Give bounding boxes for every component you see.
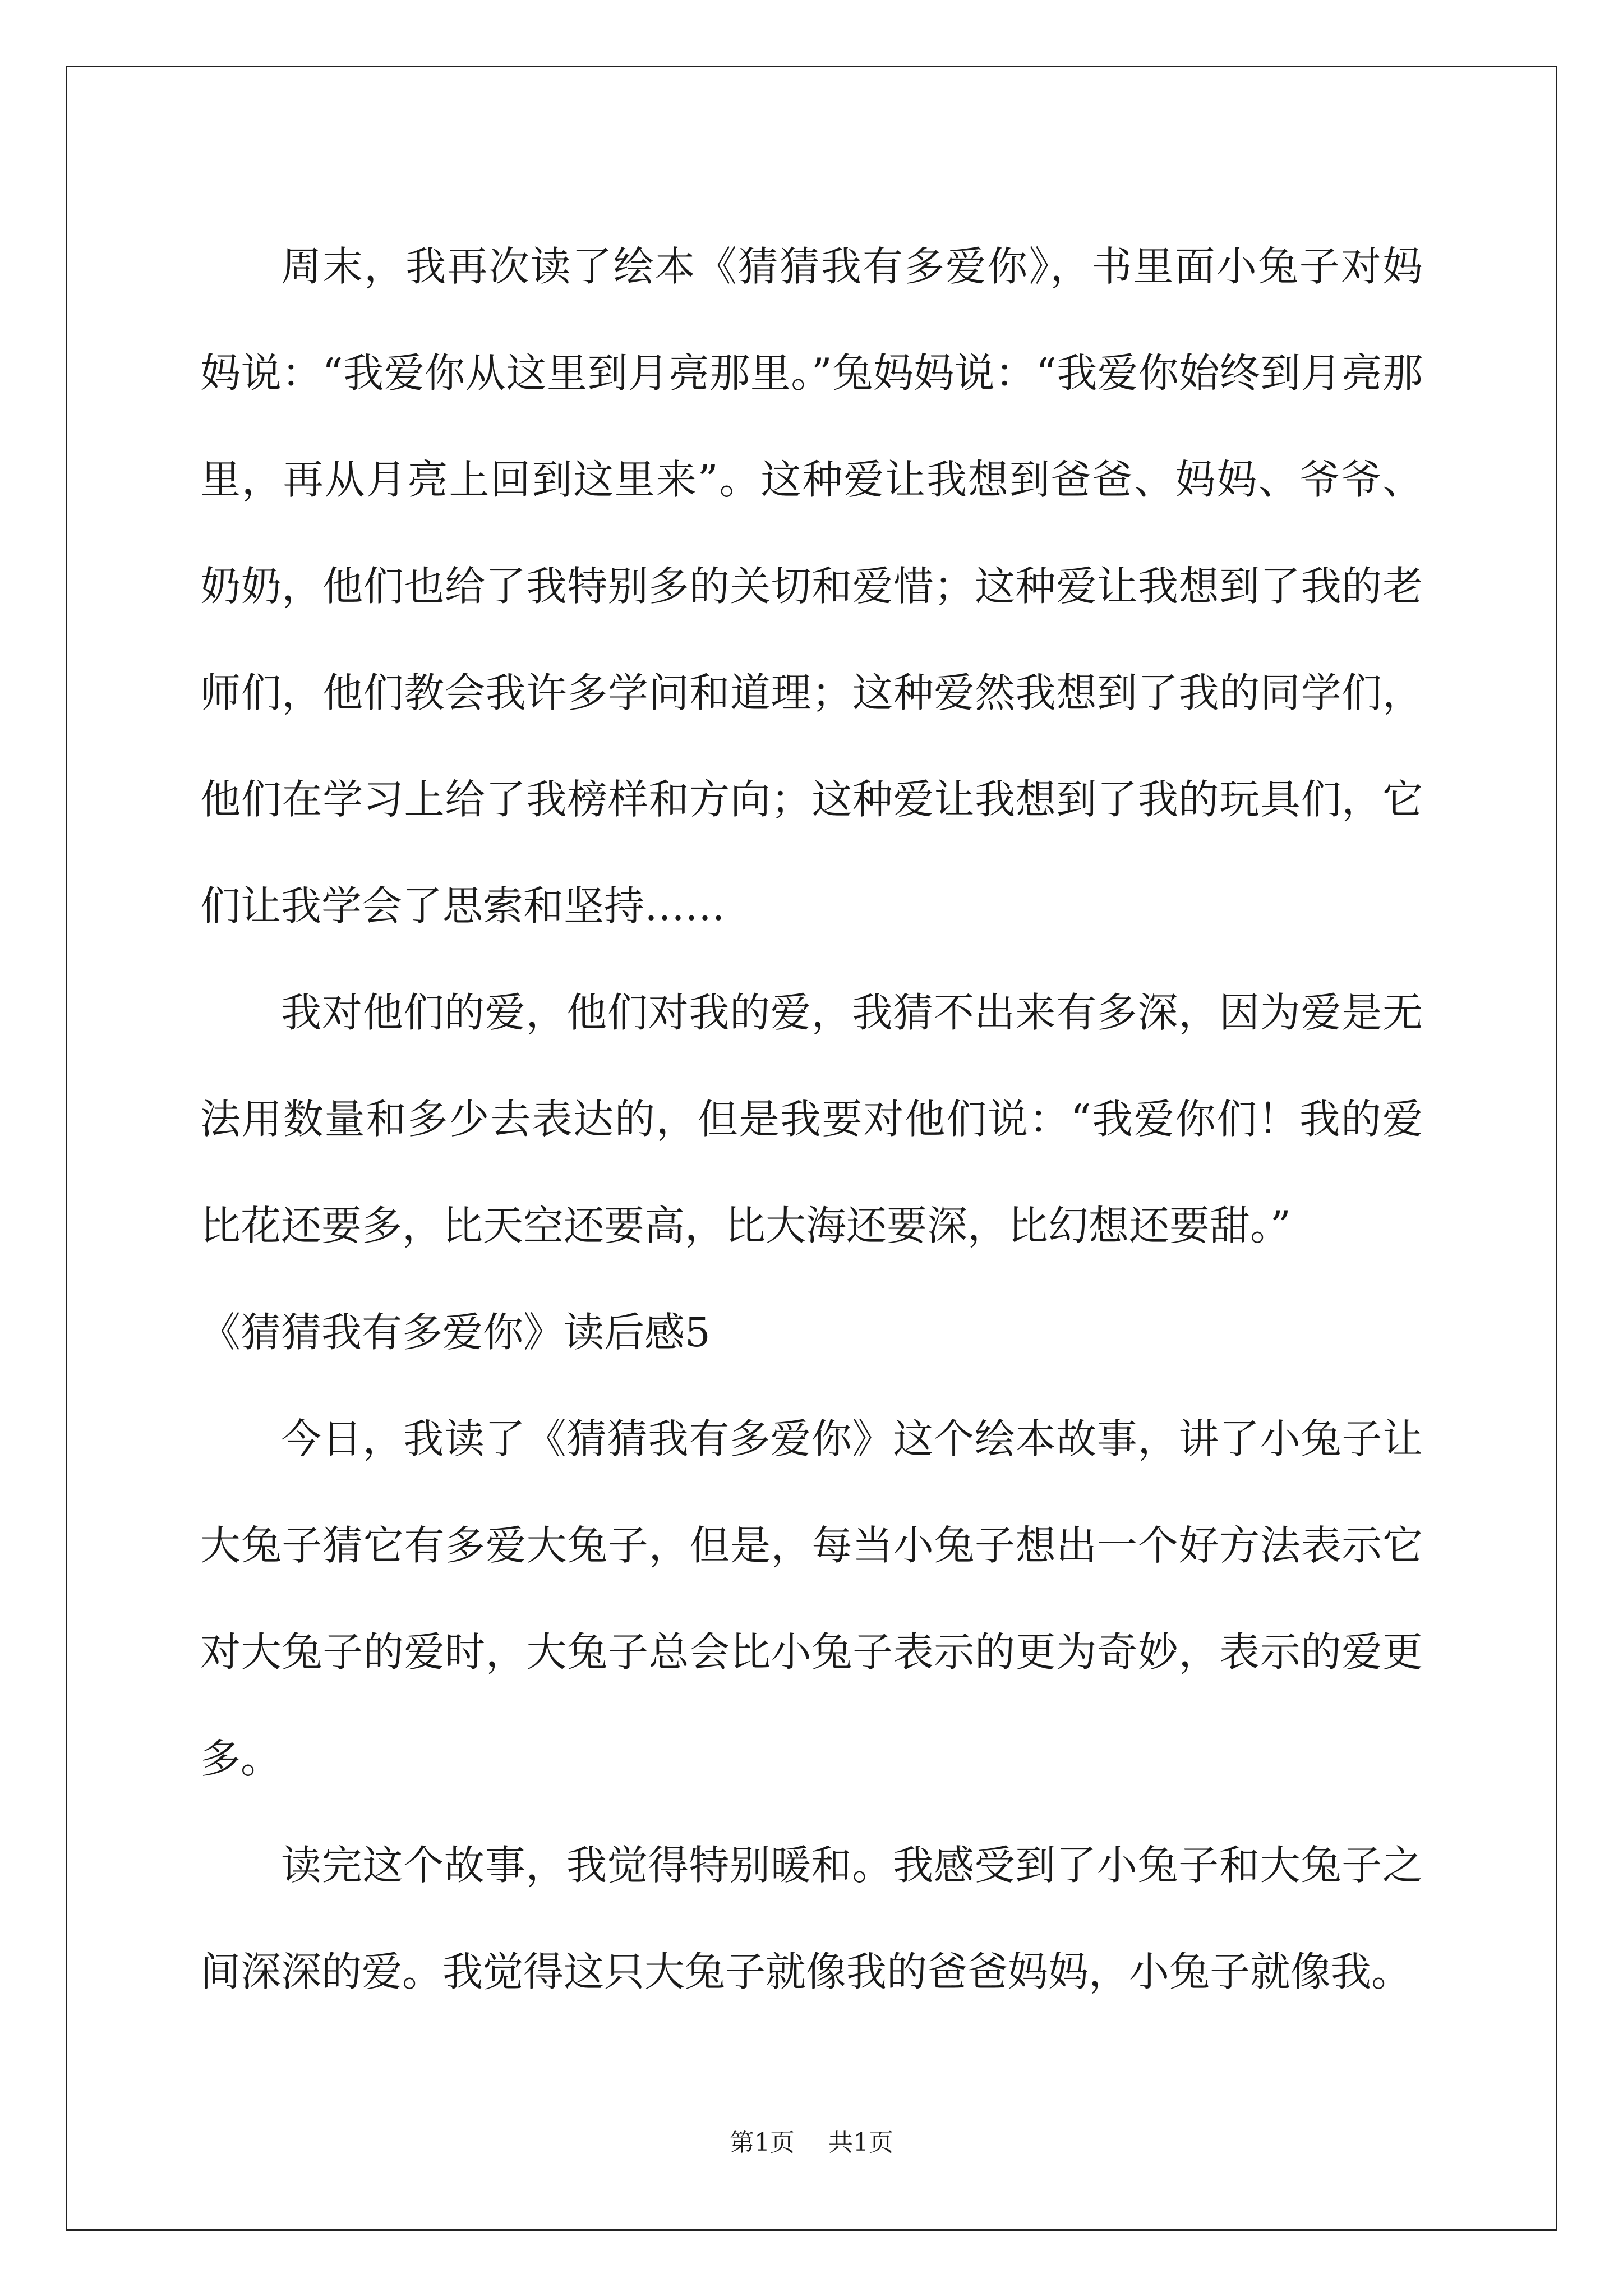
paragraph-4: 读完这个故事，我觉得特别暖和。我感受到了小兔子和大兔子之间深深的爱。我觉得这只大兔子就像我的爸爸妈妈，小兔子就像我。: [200, 1842, 1423, 1995]
paragraph-3: 今日，我读了《猜猜我有多爱你》这个绘本故事，讲了小兔子让大兔子猜它有多爱大兔子，但是，每当小兔子想出一个好方法表示它对大兔子的爱时，大兔子总会比小兔子表示的更为奇妙，表示的爱更多。: [200, 1415, 1423, 1782]
page-number-total: 共1页: [828, 2128, 893, 2157]
page-footer: [0, 2126, 1623, 2160]
page-number-current: 第1页: [730, 2128, 795, 2157]
paragraph-1: 周末，我再次读了绘本《猜猜我有多爱你》，书里面小兔子对妈妈说：“我爱你从这里到月亮那里。”兔妈妈说：“我爱你始终到月亮那里，再从月亮上回到这里来”。这种爱让我想到爸爸、妈妈、爷爷、奶奶，他们也给了我特别多的关切和爱惜；这种爱让我想到了我的老师们，他们教会我许多学问和道理；这种爱然我想到了我的同学们，他们在学习上给了我榜样和方向；这种爱让我想到了我的玩具们，它们让我学会了思索和坚持……: [200, 243, 1423, 930]
section-title: 《猜猜我有多爱你》读后感5: [200, 1309, 711, 1356]
paragraph-2: 我对他们的爱，他们对我的爱，我猜不出来有多深，因为爱是无法用数量和多少去表达的，但是我要对他们说：“我爱你们！我的爱比花还要多，比天空还要高，比大海还要深，比幻想还要甜。”: [200, 989, 1423, 1249]
document-body: [200, 213, 1423, 2025]
